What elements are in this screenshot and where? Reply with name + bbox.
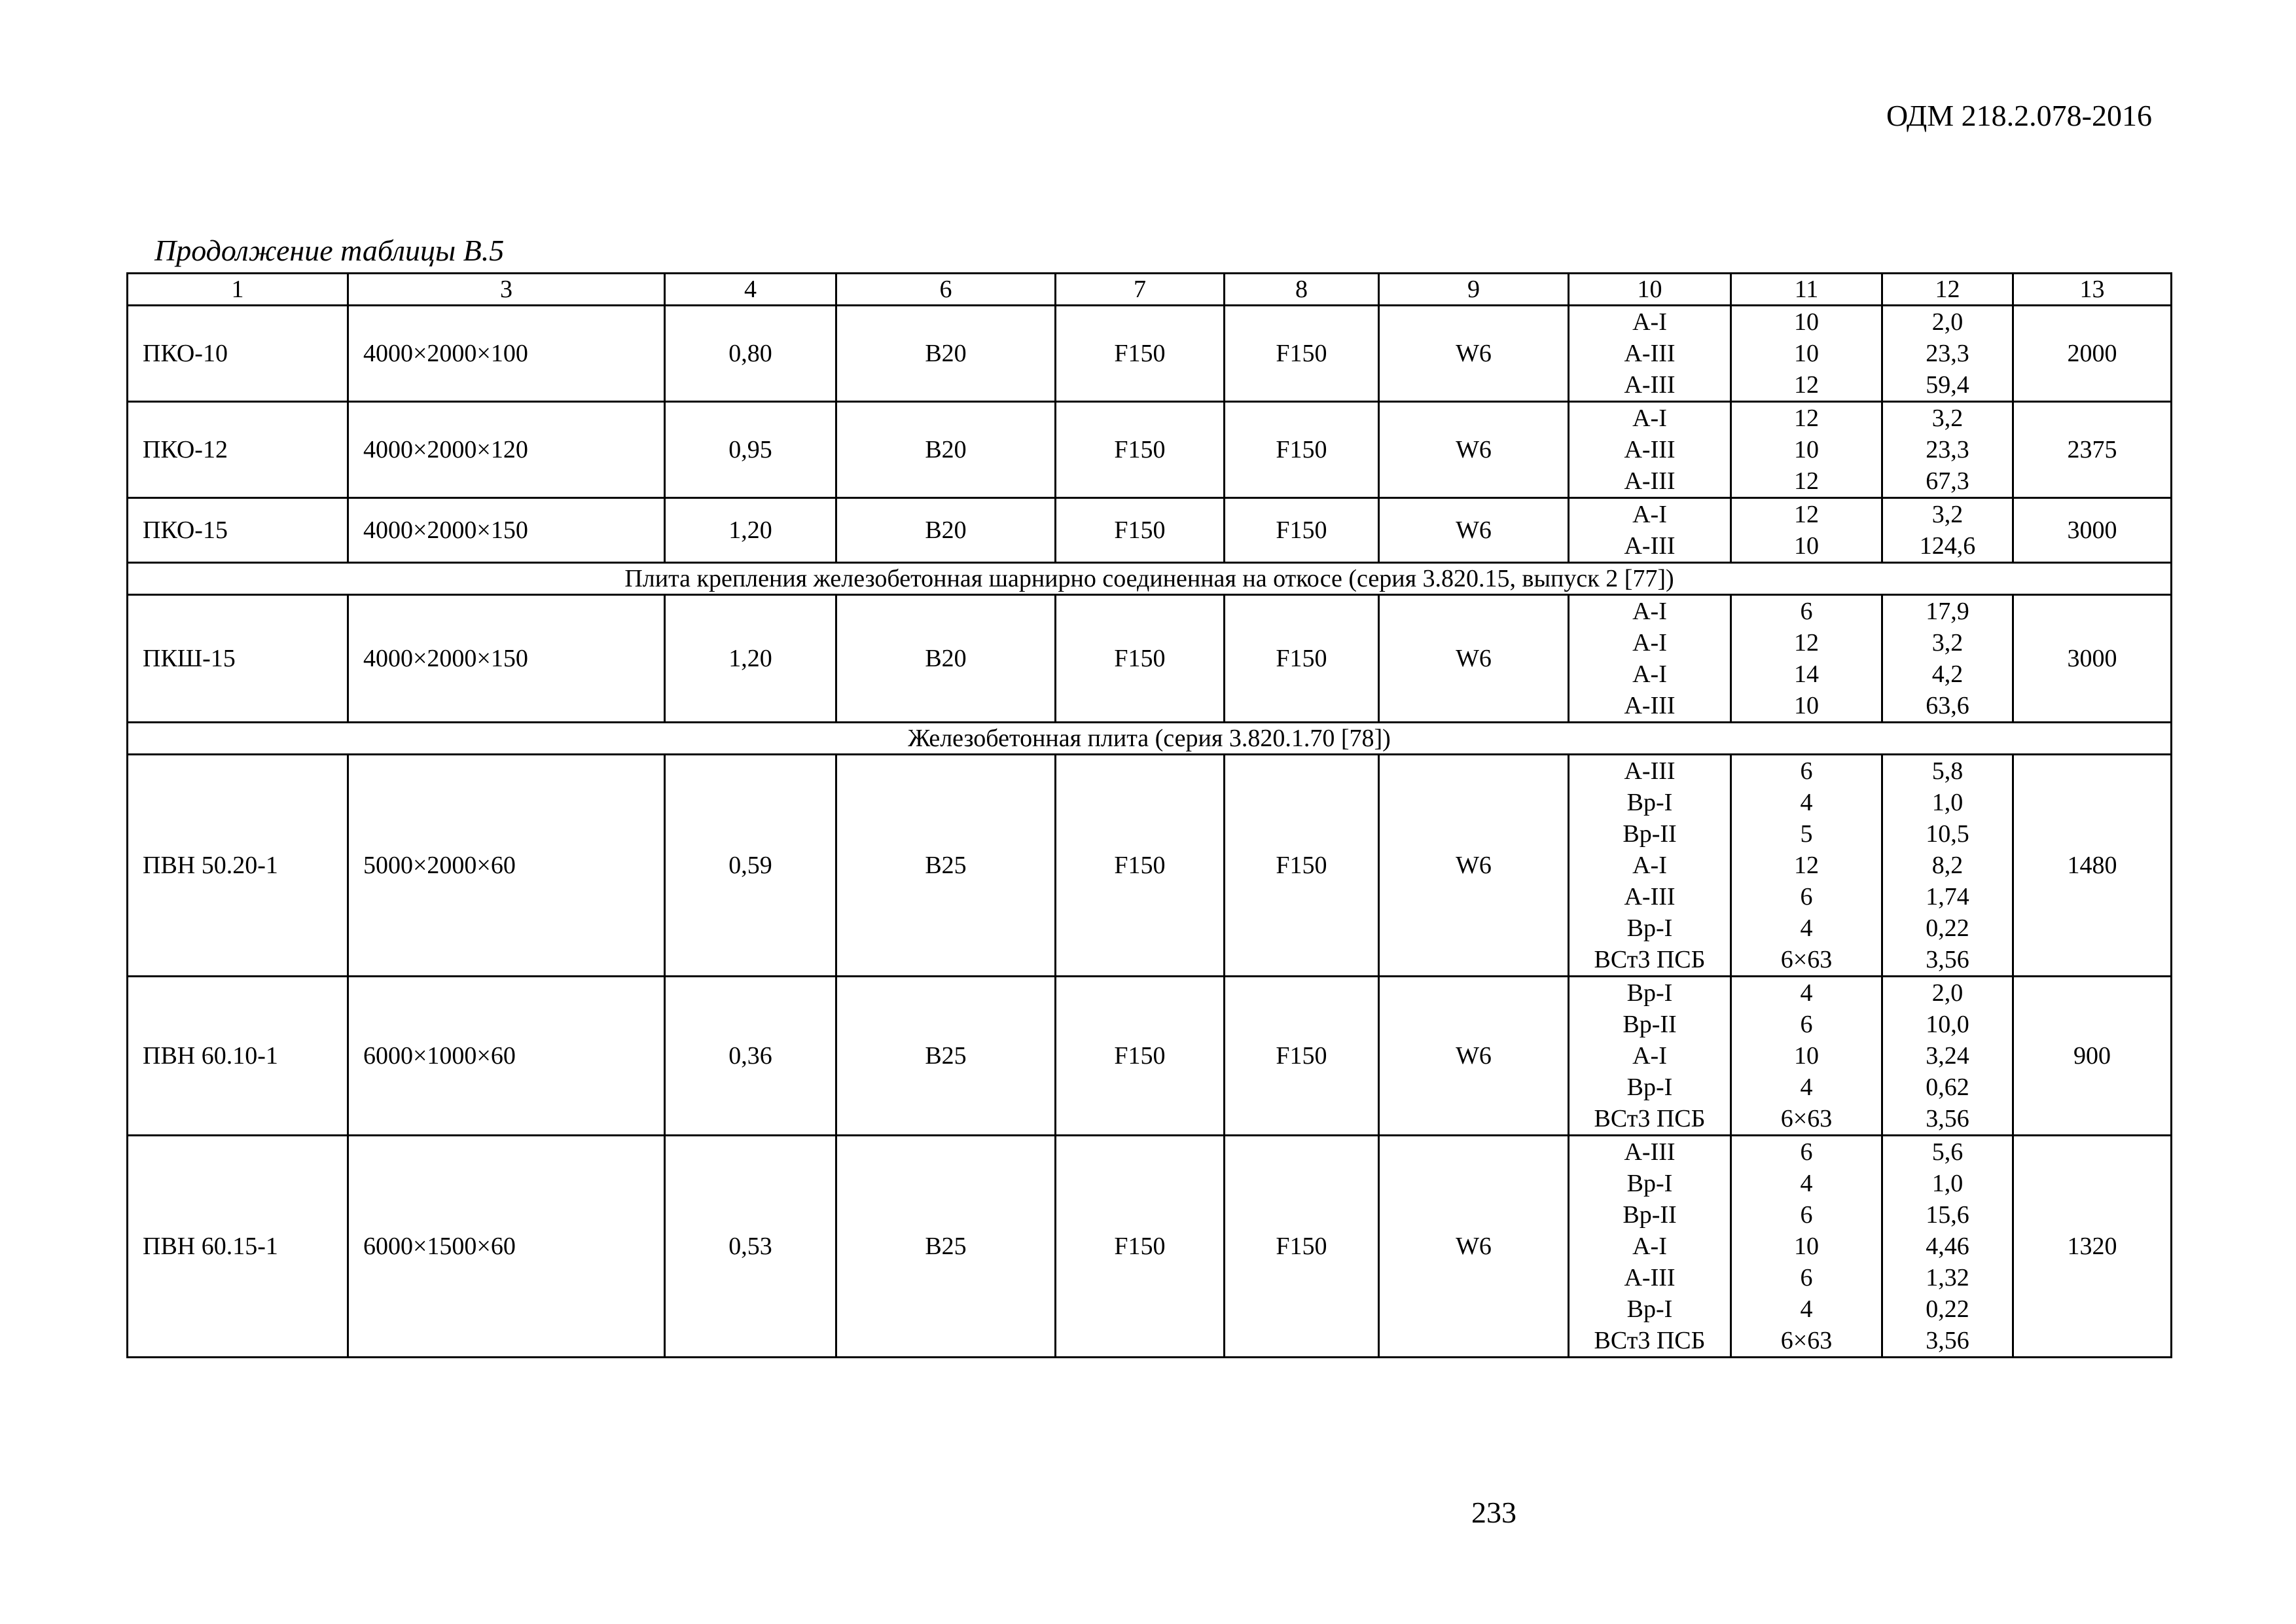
mass-value: 124,6 xyxy=(1919,532,1976,560)
diameter-value: 6×63 xyxy=(1780,1105,1833,1132)
diameter-value: 6 xyxy=(1800,1011,1813,1038)
column-number-cell: 12 xyxy=(1882,274,2013,306)
dimensions-cell: 4000×2000×120 xyxy=(348,402,665,498)
steel-grade-value: А-I xyxy=(1632,1042,1667,1070)
diameter-value: 10 xyxy=(1794,692,1819,719)
diameter-value: 6 xyxy=(1800,598,1813,625)
diameter-value: 10 xyxy=(1794,532,1819,560)
concrete-class-cell: В20 xyxy=(836,595,1056,723)
steel-grade-value: А-I xyxy=(1632,405,1667,432)
frost-resistance-cell: F150 xyxy=(1056,402,1225,498)
mass-value: 10,5 xyxy=(1926,820,1969,848)
steel-grade-value: А-III xyxy=(1624,1138,1676,1166)
steel-grade-value: Вр-II xyxy=(1623,1011,1677,1038)
volume-cell: 0,36 xyxy=(665,977,836,1136)
mass-value: 23,3 xyxy=(1926,340,1969,367)
concrete-class-cell: В25 xyxy=(836,1136,1056,1358)
steel-grade-value: Вр-II xyxy=(1623,1201,1677,1229)
dimensions-cell: 4000×2000×100 xyxy=(348,306,665,402)
weight-cell: 3000 xyxy=(2013,498,2172,563)
water-resistance-cell: W6 xyxy=(1379,595,1569,723)
mass-value: 3,24 xyxy=(1926,1042,1969,1070)
steel-grade-value: А-I xyxy=(1632,598,1667,625)
concrete-class-cell: В25 xyxy=(836,755,1056,977)
dimensions-cell: 4000×2000×150 xyxy=(348,498,665,563)
weight-cell: 2375 xyxy=(2013,402,2172,498)
diameter-value: 12 xyxy=(1794,371,1819,399)
volume-cell: 1,20 xyxy=(665,498,836,563)
product-name-cell: ПКО-12 xyxy=(128,402,348,498)
water-resistance-cell: W6 xyxy=(1379,755,1569,977)
section-title: Железобетонная плита (серия 3.820.1.70 [78]) xyxy=(128,723,2172,755)
steel-grade-value: Вр-I xyxy=(1626,979,1673,1007)
steel-grade-cell xyxy=(1569,1136,1731,1358)
frost-resistance-cell: F150 xyxy=(1056,306,1225,402)
frost-resistance-cell: F150 xyxy=(1225,595,1379,723)
volume-cell: 1,20 xyxy=(665,595,836,723)
weight-cell: 900 xyxy=(2013,977,2172,1136)
water-resistance-cell: W6 xyxy=(1379,498,1569,563)
mass-value: 3,56 xyxy=(1926,946,1969,973)
table-row xyxy=(128,977,2172,1136)
concrete-class-cell: В20 xyxy=(836,498,1056,563)
volume-cell: 0,95 xyxy=(665,402,836,498)
weight-cell: 2000 xyxy=(2013,306,2172,402)
table-caption: Продолжение таблицы В.5 xyxy=(154,234,505,267)
steel-grade-value: ВСт3 ПСБ xyxy=(1594,1327,1706,1354)
steel-grade-cell xyxy=(1569,595,1731,723)
column-number-cell: 10 xyxy=(1569,274,1731,306)
steel-grade-value: А-I xyxy=(1632,1233,1667,1260)
mass-cell xyxy=(1882,755,2013,977)
mass-value: 23,3 xyxy=(1926,436,1969,463)
diameter-value: 10 xyxy=(1794,436,1819,463)
mass-value: 0,22 xyxy=(1926,1295,1969,1323)
steel-grade-value: А-III xyxy=(1624,436,1676,463)
diameter-value: 12 xyxy=(1794,852,1819,879)
mass-value: 17,9 xyxy=(1926,598,1969,625)
steel-grade-cell xyxy=(1569,498,1731,563)
steel-grade-value: А-III xyxy=(1624,340,1676,367)
steel-grade-cell xyxy=(1569,402,1731,498)
frost-resistance-cell: F150 xyxy=(1225,1136,1379,1358)
steel-grade-cell xyxy=(1569,977,1731,1136)
diameter-value: 6 xyxy=(1800,883,1813,911)
section-title: Плита крепления железобетонная шарнирно соединенная на откосе (серия 3.820.15, выпуск 2 [77]) xyxy=(128,563,2172,595)
steel-grade-value: А-III xyxy=(1624,692,1676,719)
steel-grade-value: ВСт3 ПСБ xyxy=(1594,1105,1706,1132)
column-number-row xyxy=(128,274,2172,306)
diameter-value: 4 xyxy=(1800,789,1813,816)
diameter-cell xyxy=(1731,498,1882,563)
product-name-cell: ПВН 60.15-1 xyxy=(128,1136,348,1358)
mass-value: 67,3 xyxy=(1926,467,1969,495)
steel-grade-value: Вр-I xyxy=(1626,789,1673,816)
steel-grade-value: Вр-I xyxy=(1626,1074,1673,1101)
diameter-cell xyxy=(1731,402,1882,498)
diameter-value: 4 xyxy=(1800,914,1813,942)
mass-cell xyxy=(1882,498,2013,563)
table-row xyxy=(128,498,2172,563)
mass-value: 4,46 xyxy=(1926,1233,1969,1260)
diameter-value: 12 xyxy=(1794,467,1819,495)
column-number-cell: 11 xyxy=(1731,274,1882,306)
diameter-value: 10 xyxy=(1794,1042,1819,1070)
column-number-cell: 7 xyxy=(1056,274,1225,306)
weight-cell: 1320 xyxy=(2013,1136,2172,1358)
steel-grade-cell xyxy=(1569,755,1731,977)
frost-resistance-cell: F150 xyxy=(1225,306,1379,402)
mass-value: 1,74 xyxy=(1926,883,1969,911)
frost-resistance-cell: F150 xyxy=(1056,1136,1225,1358)
diameter-value: 12 xyxy=(1794,405,1819,432)
mass-value: 63,6 xyxy=(1926,692,1969,719)
mass-value: 8,2 xyxy=(1931,852,1964,879)
concrete-class-cell: В20 xyxy=(836,306,1056,402)
mass-value: 0,22 xyxy=(1926,914,1969,942)
dimensions-cell: 5000×2000×60 xyxy=(348,755,665,977)
mass-cell xyxy=(1882,1136,2013,1358)
data-table xyxy=(126,272,2172,1358)
volume-cell: 0,80 xyxy=(665,306,836,402)
column-number-cell: 6 xyxy=(836,274,1056,306)
mass-value: 5,8 xyxy=(1931,757,1964,785)
mass-value: 3,56 xyxy=(1926,1105,1969,1132)
table-row xyxy=(128,306,2172,402)
mass-cell xyxy=(1882,595,2013,723)
volume-cell: 0,53 xyxy=(665,1136,836,1358)
column-number-cell: 8 xyxy=(1225,274,1379,306)
frost-resistance-cell: F150 xyxy=(1225,498,1379,563)
diameter-cell xyxy=(1731,306,1882,402)
product-name-cell: ПВН 50.20-1 xyxy=(128,755,348,977)
diameter-value: 6×63 xyxy=(1780,1327,1833,1354)
mass-cell xyxy=(1882,306,2013,402)
mass-value: 1,0 xyxy=(1931,1170,1964,1197)
steel-grade-value: А-I xyxy=(1632,501,1667,528)
frost-resistance-cell: F150 xyxy=(1056,595,1225,723)
steel-grade-value: А-I xyxy=(1632,629,1667,657)
mass-value: 1,32 xyxy=(1926,1264,1969,1291)
mass-value: 2,0 xyxy=(1931,308,1964,336)
concrete-class-cell: В20 xyxy=(836,402,1056,498)
mass-value: 3,2 xyxy=(1931,405,1964,432)
steel-grade-value: Вр-II xyxy=(1623,820,1677,848)
table-row xyxy=(128,1136,2172,1358)
diameter-value: 10 xyxy=(1794,340,1819,367)
section-row xyxy=(128,563,2172,595)
frost-resistance-cell: F150 xyxy=(1225,402,1379,498)
diameter-value: 4 xyxy=(1800,979,1813,1007)
column-number-cell: 13 xyxy=(2013,274,2172,306)
diameter-value: 4 xyxy=(1800,1170,1813,1197)
water-resistance-cell: W6 xyxy=(1379,977,1569,1136)
steel-grade-value: А-III xyxy=(1624,371,1676,399)
diameter-value: 5 xyxy=(1800,820,1813,848)
frost-resistance-cell: F150 xyxy=(1225,755,1379,977)
table-row xyxy=(128,755,2172,977)
mass-value: 59,4 xyxy=(1926,371,1969,399)
table-row xyxy=(128,595,2172,723)
column-number-cell: 3 xyxy=(348,274,665,306)
product-name-cell: ПКШ-15 xyxy=(128,595,348,723)
frost-resistance-cell: F150 xyxy=(1225,977,1379,1136)
water-resistance-cell: W6 xyxy=(1379,1136,1569,1358)
diameter-value: 4 xyxy=(1800,1295,1813,1323)
steel-grade-value: А-III xyxy=(1624,467,1676,495)
product-name-cell: ПВН 60.10-1 xyxy=(128,977,348,1136)
mass-value: 3,56 xyxy=(1926,1327,1969,1354)
column-number-cell: 9 xyxy=(1379,274,1569,306)
diameter-value: 10 xyxy=(1794,1233,1819,1260)
diameter-cell xyxy=(1731,977,1882,1136)
frost-resistance-cell: F150 xyxy=(1056,977,1225,1136)
diameter-value: 6×63 xyxy=(1780,946,1833,973)
diameter-value: 12 xyxy=(1794,629,1819,657)
mass-value: 4,2 xyxy=(1931,660,1964,688)
steel-grade-cell xyxy=(1569,306,1731,402)
mass-value: 1,0 xyxy=(1931,789,1964,816)
column-number-cell: 1 xyxy=(128,274,348,306)
concrete-class-cell: В25 xyxy=(836,977,1056,1136)
diameter-value: 12 xyxy=(1794,501,1819,528)
steel-grade-value: Вр-I xyxy=(1626,1295,1673,1323)
steel-grade-value: А-III xyxy=(1624,532,1676,560)
steel-grade-value: А-I xyxy=(1632,308,1667,336)
steel-grade-value: А-I xyxy=(1632,660,1667,688)
mass-value: 0,62 xyxy=(1926,1074,1969,1101)
diameter-value: 6 xyxy=(1800,1201,1813,1229)
steel-grade-value: Вр-I xyxy=(1626,1170,1673,1197)
diameter-value: 14 xyxy=(1794,660,1819,688)
table-row xyxy=(128,402,2172,498)
steel-grade-value: А-III xyxy=(1624,757,1676,785)
steel-grade-value: А-I xyxy=(1632,852,1667,879)
diameter-value: 6 xyxy=(1800,1138,1813,1166)
water-resistance-cell: W6 xyxy=(1379,402,1569,498)
water-resistance-cell: W6 xyxy=(1379,306,1569,402)
frost-resistance-cell: F150 xyxy=(1056,498,1225,563)
mass-value: 10,0 xyxy=(1926,1011,1969,1038)
steel-grade-value: А-III xyxy=(1624,1264,1676,1291)
product-name-cell: ПКО-10 xyxy=(128,306,348,402)
steel-grade-value: А-III xyxy=(1624,883,1676,911)
mass-cell xyxy=(1882,977,2013,1136)
product-name-cell: ПКО-15 xyxy=(128,498,348,563)
mass-value: 15,6 xyxy=(1926,1201,1969,1229)
weight-cell: 3000 xyxy=(2013,595,2172,723)
page-number: 233 xyxy=(1471,1496,1516,1529)
volume-cell: 0,59 xyxy=(665,755,836,977)
steel-grade-value: Вр-I xyxy=(1626,914,1673,942)
mass-value: 3,2 xyxy=(1931,629,1964,657)
mass-value: 5,6 xyxy=(1931,1138,1964,1166)
diameter-cell xyxy=(1731,595,1882,723)
steel-grade-value: ВСт3 ПСБ xyxy=(1594,946,1706,973)
mass-cell xyxy=(1882,402,2013,498)
frost-resistance-cell: F150 xyxy=(1056,755,1225,977)
dimensions-cell: 6000×1500×60 xyxy=(348,1136,665,1358)
dimensions-cell: 6000×1000×60 xyxy=(348,977,665,1136)
diameter-value: 6 xyxy=(1800,757,1813,785)
diameter-value: 10 xyxy=(1794,308,1819,336)
weight-cell: 1480 xyxy=(2013,755,2172,977)
column-number-cell: 4 xyxy=(665,274,836,306)
diameter-value: 6 xyxy=(1800,1264,1813,1291)
diameter-value: 4 xyxy=(1800,1074,1813,1101)
section-row xyxy=(128,723,2172,755)
document-code: ОДМ 218.2.078-2016 xyxy=(1886,99,2152,132)
mass-value: 2,0 xyxy=(1931,979,1964,1007)
mass-value: 3,2 xyxy=(1931,501,1964,528)
diameter-cell xyxy=(1731,755,1882,977)
diameter-cell xyxy=(1731,1136,1882,1358)
dimensions-cell: 4000×2000×150 xyxy=(348,595,665,723)
